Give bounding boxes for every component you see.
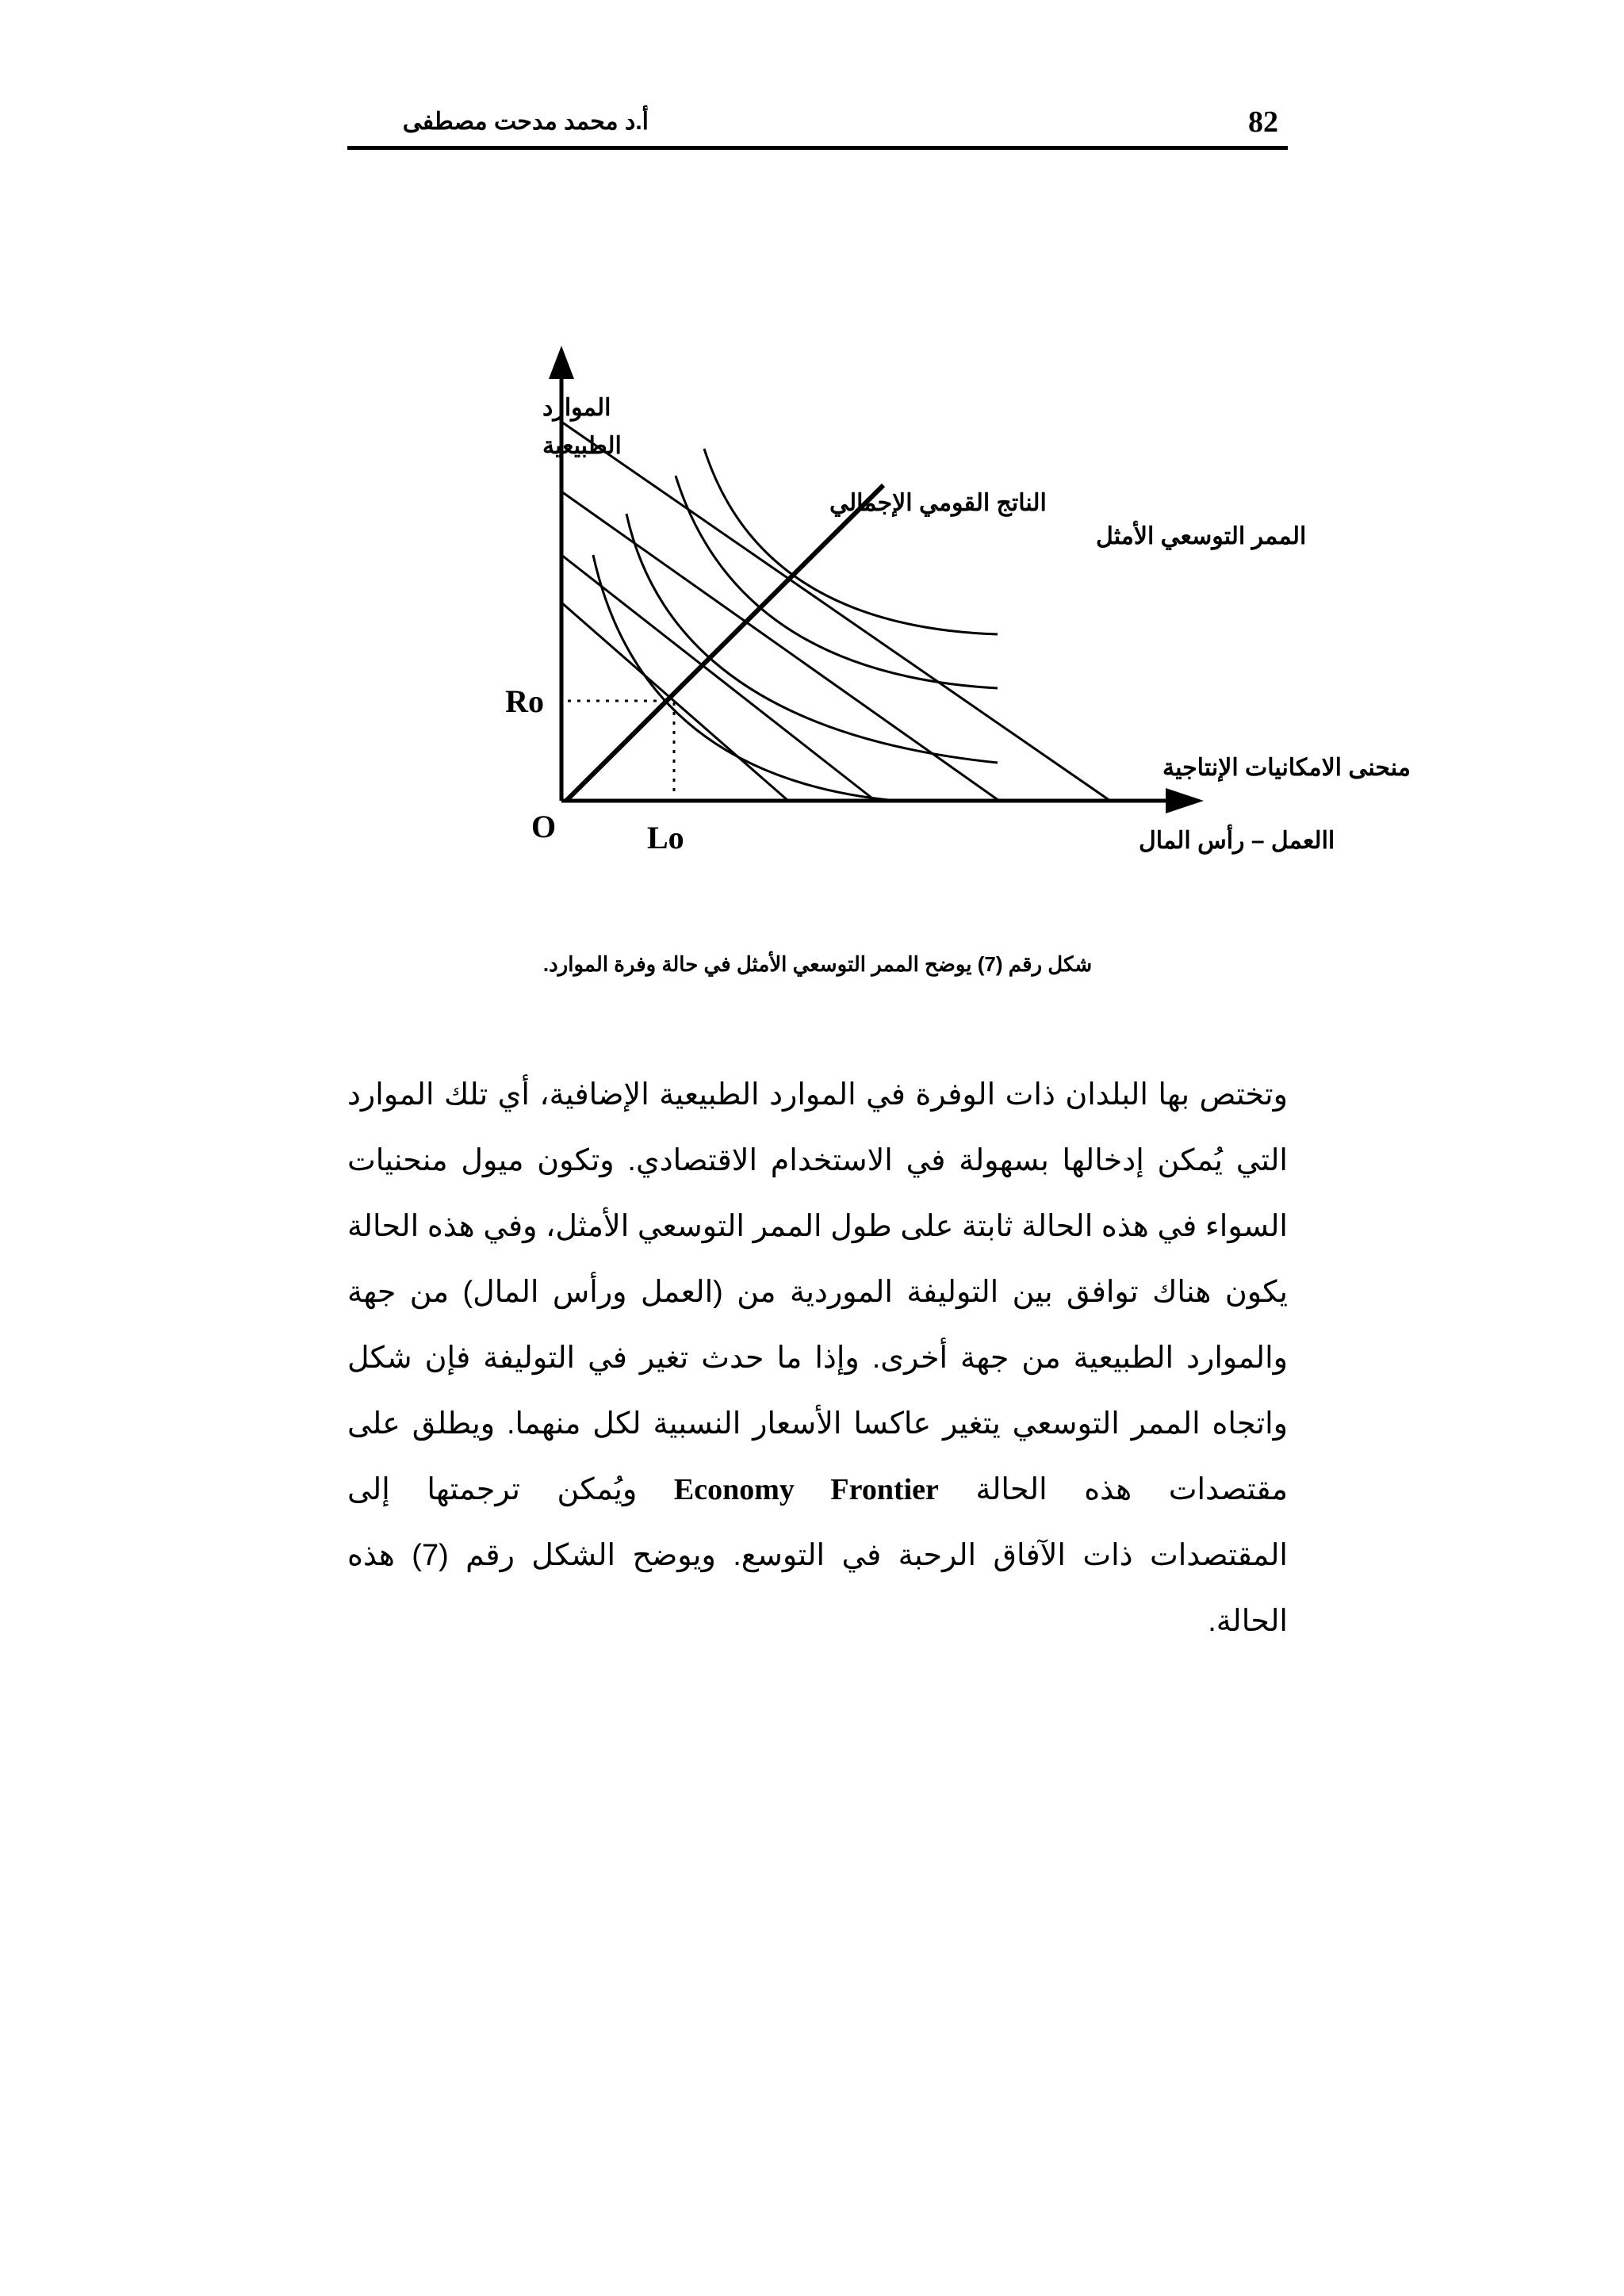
page-number: 82 — [1248, 105, 1278, 139]
figure-caption: شكل رقم (7) يوضح الممر التوسعي الأمثل في حالة وفرة الموارد. — [542, 952, 1093, 976]
ppf-line-2 — [561, 555, 875, 801]
body-line: الحالة. — [1208, 1605, 1288, 1638]
body-line: المقتصدات ذات الآفاق الرحبة في التوسع. ويوضح الشكل رقم (7) هذه — [347, 1539, 1288, 1572]
origin-label: O — [531, 809, 557, 844]
x-axis-arrow — [1166, 788, 1204, 813]
body-line: وتختص بها البلدان ذات الوفرة في الموارد الطبيعية الإضافية، أي تلك الموارد — [347, 1078, 1288, 1112]
latin-term: Economy Frontier — [673, 1473, 939, 1506]
body-line: يكون هناك توافق بين التوليفة الموردية من (العمل ورأس المال) من جهة — [347, 1276, 1288, 1309]
y-axis-label-line2: الطبيعية — [542, 433, 622, 459]
y-axis-label-line1: الموارد — [542, 395, 611, 421]
body-paragraph — [347, 1062, 1288, 1655]
body-line-part: مقتصدات هذه الحالة — [975, 1473, 1288, 1506]
lo-label: Lo — [647, 820, 684, 855]
body-line: السواء في هذه الحالة ثابتة على طول الممر التوسعي الأمثل، وفي هذه الحالة — [347, 1210, 1288, 1243]
body-line: واتجاه الممر التوسعي يتغير عاكسا الأسعار النسبية لكل منهما. ويطلق على — [347, 1407, 1288, 1441]
body-line: التي يُمكن إدخالها بسهولة في الاستخدام الاقتصادي. وتكون ميول منحنيات — [347, 1144, 1288, 1177]
author-name: أ.د محمد مدحت مصطفى — [402, 109, 649, 135]
ppf-line-4 — [561, 422, 1110, 801]
ppf-label: منحنى الامكانيات الإنتاجية — [1162, 755, 1411, 781]
isoquant-2 — [626, 514, 998, 763]
body-line-with-term — [347, 1457, 1288, 1523]
body-line: والموارد الطبيعية من جهة أخرى. وإذا ما حدث تغير في التوليفة فإن شكل — [347, 1341, 1288, 1375]
gdp-label: الناتج القومي الإجمالي — [829, 490, 1047, 516]
ro-label: Ro — [505, 683, 544, 719]
y-axis-arrow — [549, 346, 574, 379]
expansion-path-figure — [0, 0, 1624, 912]
expansion-path-label: الممر التوسعي الأمثل — [1096, 523, 1307, 549]
isoquant-4 — [704, 449, 998, 634]
expansion-path-line — [566, 485, 883, 801]
body-line-part: ويُمكن ترجمتها إلى — [347, 1473, 638, 1506]
x-axis-label: االعمل – رأس المال — [1139, 828, 1335, 854]
